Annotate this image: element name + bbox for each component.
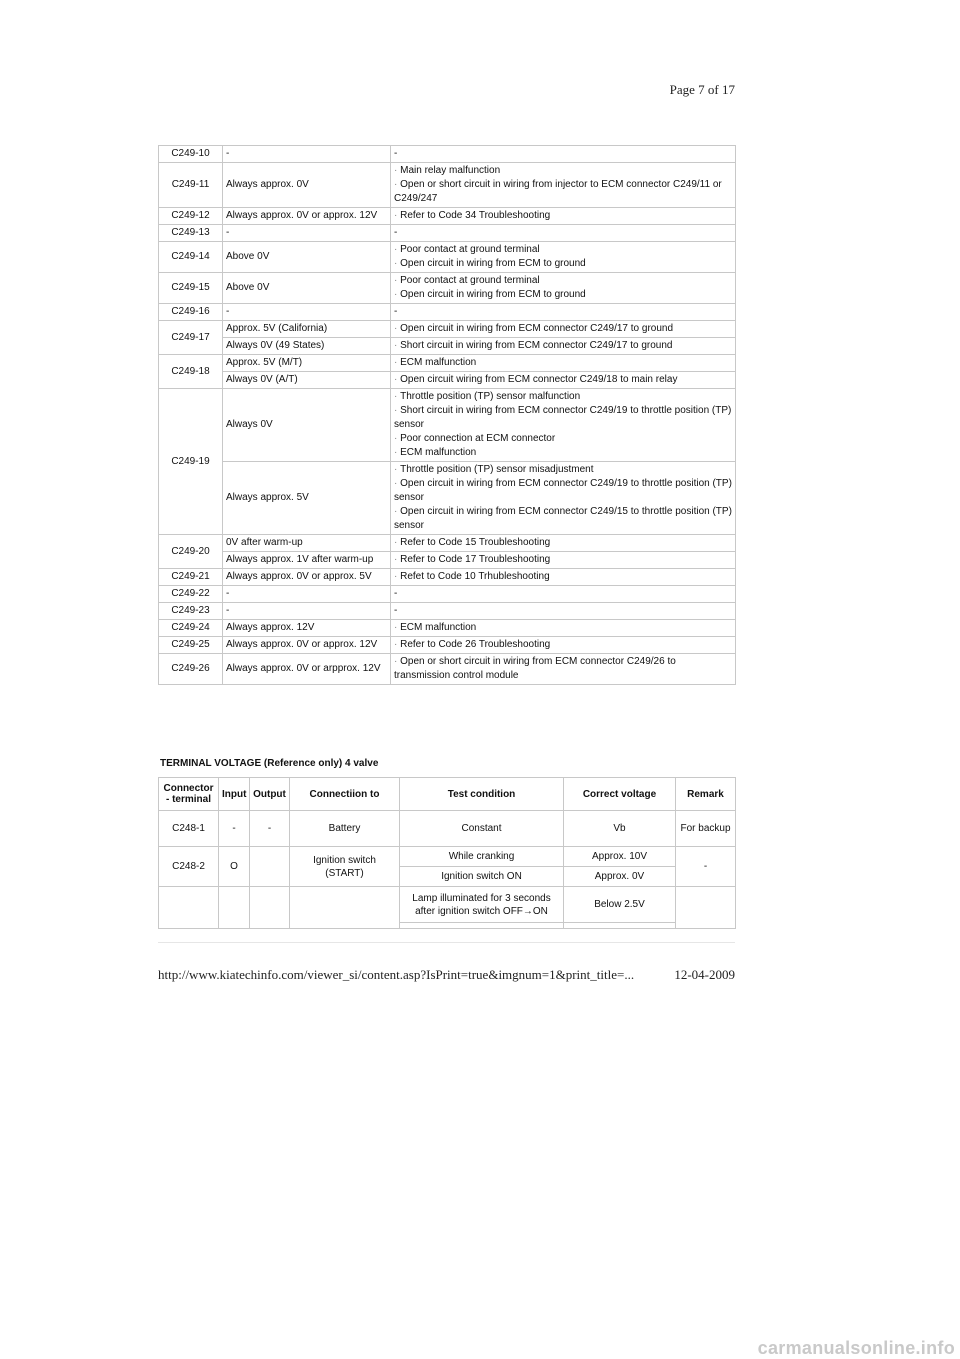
terminal-cell: C249-14: [159, 242, 223, 273]
voltage-cell: Always approx. 0V or approx. 12V: [223, 637, 391, 654]
voltage-cell: Always approx. 0V or approx. 5V: [223, 569, 391, 586]
cause-cell: [391, 146, 736, 163]
cause-cell: [391, 304, 736, 321]
voltage-cell: Always approx. 5V: [223, 462, 391, 535]
table-row: [159, 208, 736, 225]
input-cell: -: [219, 811, 250, 847]
table-row: [159, 146, 736, 163]
cause-line: · Open circuit in wiring from ECM to ground: [394, 288, 732, 302]
table-row: [159, 887, 736, 923]
cause-line: · Throttle position (TP) sensor malfunction: [394, 390, 732, 404]
terminal-cell: C249-24: [159, 620, 223, 637]
cause-cell: [391, 620, 736, 637]
test-condition-cell: Ignition switch ON: [400, 867, 564, 887]
table-row: [159, 654, 736, 685]
remark-cell: -: [676, 847, 736, 887]
cause-cell: [391, 637, 736, 654]
terminal-cell: C249-17: [159, 321, 223, 355]
cause-cell: [391, 225, 736, 242]
cause-line: · Short circuit in wiring from ECM connector C249/19 to throttle position (TP) sensor: [394, 404, 732, 432]
header-test-condition: Test condition: [400, 778, 564, 811]
output-cell: -: [250, 811, 290, 847]
terminal-cell: C249-23: [159, 603, 223, 620]
cause-line: · Throttle position (TP) sensor misadjustment: [394, 463, 732, 477]
voltage-cell: -: [223, 225, 391, 242]
test-condition-cell: While cranking: [400, 847, 564, 867]
output-cell: [250, 887, 290, 929]
voltage-cell: Above 0V: [223, 273, 391, 304]
correct-voltage-cell: Vb: [564, 811, 676, 847]
cause-line: · Open circuit in wiring from ECM connector C249/17 to ground: [394, 322, 732, 336]
correct-voltage-cell: Approx. 0V: [564, 867, 676, 887]
ecm-terminal-voltage-table: [158, 145, 736, 685]
cause-line: · Open circuit in wiring from ECM to ground: [394, 257, 732, 271]
cause-line: · Short circuit in wiring from ECM connector C249/17 to ground: [394, 339, 732, 353]
voltage-cell: -: [223, 304, 391, 321]
connector-cell: C248-1: [159, 811, 219, 847]
table-header-row: [159, 778, 736, 811]
cause-cell: [391, 355, 736, 372]
connector-cell: [159, 887, 219, 929]
table-row: [159, 355, 736, 372]
footer-url: http://www.kiatechinfo.com/viewer_si/content.asp?IsPrint=true&imgnum=1&print_title=...: [158, 967, 635, 982]
cause-line: · Open circuit wiring from ECM connector C249/18 to main relay: [394, 373, 732, 387]
cause-line: -: [394, 306, 398, 317]
cause-cell: [391, 163, 736, 208]
voltage-cell: 0V after warm-up: [223, 535, 391, 552]
cause-cell: [391, 586, 736, 603]
terminal-cell: C249-16: [159, 304, 223, 321]
cause-cell: [391, 208, 736, 225]
cause-line: -: [394, 148, 398, 159]
voltage-cell: Approx. 5V (M/T): [223, 355, 391, 372]
cause-line: · Poor connection at ECM connector: [394, 432, 732, 446]
header-connection: Connectiion to: [290, 778, 400, 811]
page-divider: [158, 942, 735, 943]
cause-line: -: [394, 227, 398, 238]
table-row: [159, 225, 736, 242]
terminal-cell: C249-19: [159, 389, 223, 535]
table-row: [159, 462, 736, 535]
connection-cell: Battery: [290, 811, 400, 847]
table-row: [159, 304, 736, 321]
watermark: carmanualsonline.info: [757, 1338, 955, 1358]
cause-cell: [391, 552, 736, 569]
table-row: [159, 620, 736, 637]
terminal-cell: C249-20: [159, 535, 223, 569]
terminal-cell: C249-21: [159, 569, 223, 586]
cause-cell: [391, 242, 736, 273]
voltage-cell: Always approx. 1V after warm-up: [223, 552, 391, 569]
voltage-cell: Always approx. 0V or arpprox. 12V: [223, 654, 391, 685]
remark-cell: For backup: [676, 811, 736, 847]
terminal-cell: C249-22: [159, 586, 223, 603]
table-row: [159, 603, 736, 620]
table-row: [159, 552, 736, 569]
header-input: Input: [219, 778, 250, 811]
voltage-cell: -: [223, 603, 391, 620]
cause-cell: [391, 321, 736, 338]
terminal-cell: C249-26: [159, 654, 223, 685]
voltage-cell: Always 0V: [223, 389, 391, 462]
output-cell: [250, 847, 290, 887]
table-row: [159, 321, 736, 338]
table-row: [159, 586, 736, 603]
cause-line: -: [394, 588, 398, 599]
table-row: [159, 242, 736, 273]
voltage-cell: Always 0V (49 States): [223, 338, 391, 355]
cause-line: · Refer to Code 15 Troubleshooting: [394, 536, 732, 550]
terminal-cell: C249-25: [159, 637, 223, 654]
terminal-cell: C249-11: [159, 163, 223, 208]
cause-cell: [391, 389, 736, 462]
cause-cell: [391, 654, 736, 685]
voltage-cell: Always approx. 12V: [223, 620, 391, 637]
header-correct-voltage: Correct voltage: [564, 778, 676, 811]
cause-line: · Poor contact at ground terminal: [394, 243, 732, 257]
table-row: [159, 372, 736, 389]
cause-line: · Open or short circuit in wiring from injector to ECM connector C249/11 or C249/247: [394, 178, 732, 206]
cause-cell: [391, 372, 736, 389]
cause-cell: [391, 603, 736, 620]
terminal-cell: C249-18: [159, 355, 223, 389]
table-row: [159, 811, 736, 847]
table-row: [159, 637, 736, 654]
terminal-voltage-4valve-table: [158, 777, 736, 929]
table-row: [159, 163, 736, 208]
voltage-cell: Above 0V: [223, 242, 391, 273]
voltage-cell: -: [223, 146, 391, 163]
table-row: [159, 847, 736, 867]
voltage-cell: Approx. 5V (California): [223, 321, 391, 338]
cause-line: · Refet to Code 10 Trhubleshooting: [394, 570, 732, 584]
cause-line: · Refer to Code 17 Troubleshooting: [394, 553, 732, 567]
test-condition-cell: [400, 923, 564, 929]
cause-line: -: [394, 605, 398, 616]
terminal-cell: C249-10: [159, 146, 223, 163]
terminal-cell: C249-13: [159, 225, 223, 242]
header-output: Output: [250, 778, 290, 811]
voltage-cell: -: [223, 586, 391, 603]
input-cell: [219, 887, 250, 929]
voltage-cell: Always approx. 0V: [223, 163, 391, 208]
table-row: [159, 338, 736, 355]
header-connector: Connector - terminal: [159, 778, 219, 811]
correct-voltage-cell: [564, 923, 676, 929]
connection-cell: [290, 887, 400, 929]
table-row: [159, 389, 736, 462]
cause-line: · Open circuit in wiring from ECM connector C249/19 to throttle position (TP) sensor: [394, 477, 732, 505]
correct-voltage-cell: Below 2.5V: [564, 887, 676, 923]
terminal-cell: C249-12: [159, 208, 223, 225]
table-row: [159, 569, 736, 586]
cause-line: · ECM malfunction: [394, 446, 732, 460]
cause-line: · Main relay malfunction: [394, 164, 732, 178]
cause-cell: [391, 569, 736, 586]
input-cell: O: [219, 847, 250, 887]
correct-voltage-cell: Approx. 10V: [564, 847, 676, 867]
cause-line: · Open or short circuit in wiring from ECM connector C249/26 to transmission control module: [394, 655, 732, 683]
cause-cell: [391, 273, 736, 304]
connector-cell: C248-2: [159, 847, 219, 887]
cause-line: · ECM malfunction: [394, 621, 732, 635]
cause-cell: [391, 462, 736, 535]
page-footer: [158, 967, 735, 983]
terminal-cell: C249-15: [159, 273, 223, 304]
test-condition-cell: Lamp illuminated for 3 seconds after ignition switch OFF→ON: [400, 887, 564, 923]
cause-line: · Open circuit in wiring from ECM connector C249/15 to throttle position (TP) sensor: [394, 505, 732, 533]
remark-cell: [676, 887, 736, 929]
cause-line: · ECM malfunction: [394, 356, 732, 370]
connection-cell: Ignition switch (START): [290, 847, 400, 887]
cause-line: · Refer to Code 26 Troubleshooting: [394, 638, 732, 652]
cause-cell: [391, 535, 736, 552]
cause-line: · Refer to Code 34 Troubleshooting: [394, 209, 732, 223]
test-condition-cell: Constant: [400, 811, 564, 847]
cause-cell: [391, 338, 736, 355]
footer-date: 12-04-2009: [674, 967, 735, 982]
section-title: TERMINAL VOLTAGE (Reference only) 4 valve: [160, 758, 379, 769]
header-remark: Remark: [676, 778, 736, 811]
table-row: [159, 273, 736, 304]
voltage-cell: Always 0V (A/T): [223, 372, 391, 389]
voltage-cell: Always approx. 0V or approx. 12V: [223, 208, 391, 225]
page-number: Page 7 of 17: [669, 82, 735, 97]
cause-line: · Poor contact at ground terminal: [394, 274, 732, 288]
table-row: [159, 535, 736, 552]
